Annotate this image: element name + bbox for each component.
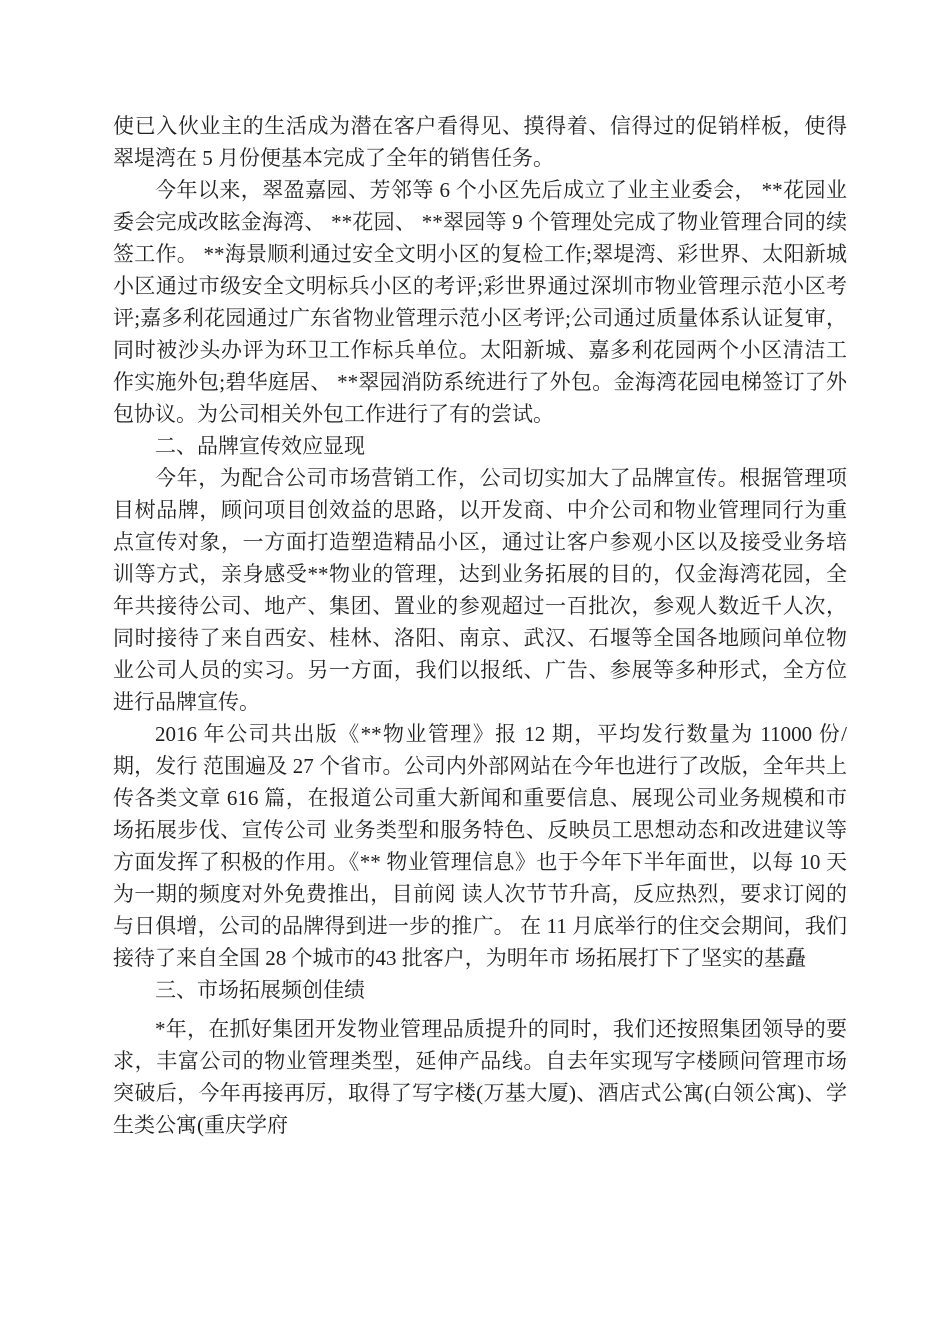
paragraph-brand-marketing: 今年，为配合公司市场营销工作，公司切实加大了品牌宣传。根据管理项目树品牌，顾问项目创效益的思路，以开发商、中介公司和物业管理同行为重点宣传对象，一方面打造塑造精品小区，通过让客户参观小区以及接受业务培训等方式，亲身感受**物业的管理，达到业务拓展的目的，仅金海湾花园，全年共接待公司、地产、集团、置业的参观超过一百批次，参观人数近千人次，同时接待了来自西安、桂林、洛阳、南京、武汉、石堰等全国各地顾问单位物业公司人员的实习。另一方面，我们以报纸、广告、参展等多种形式，全方位进行品牌宣传。 bbox=[113, 466, 847, 714]
paragraph-owner-committees: 今年以来，翠盈嘉园、芳邻等 6 个小区先后成立了业主业委会， **花园业委会完成改眩金海湾、 **花园、 **翠园等 9 个管理处完成了物业管理合同的续签工作。 **海景顺利通过安全文明小区的复检工作;翠堤湾、彩世界、太阳新城小区通过市级安全文明标兵小区的考评;彩世界通过深圳市物业管理示范小区考评;嘉多利花园通过广东省物业管理示范小区考评;公司通过质量体系认证复审，同时被沙头办评为环卫工作标兵单位。太阳新城、嘉多利花园两个小区清洁工作实施外包;碧华庭居、 **翠园消防系统进行了外包。金海湾花园电梯签订了外包协议。为公司相关外包工作进行了有的尝试。 bbox=[113, 178, 847, 426]
section-heading-brand-promotion: 二、品牌宣传效应显现 bbox=[155, 434, 365, 458]
document-text-block bbox=[113, 110, 847, 1141]
paragraph-sales-sample: 使已入伙业主的生活成为潜在客户看得见、摸得着、信得过的促销样板，使得翠堤湾在 5 月份便基本完成了全年的销售任务。 bbox=[113, 114, 847, 170]
paragraph-publications: 2016 年公司共出版《**物业管理》报 12 期，平均发行数量为 11000 份/期，发行 范围遍及 27 个省市。公司内外部网站在今年也进行了改版，全年共上传各类文章 616 篇，在报道公司重大新闻和重要信息、展现公司业务规模和市场拓展步伐、宣传公司 业务类型和服务特色、反映员工思想动态和改进建议等方面发挥了积极的作用。《** 物业管理信息》也于今年下半年面世，以每 10 天为一期的频度对外免费推出，目前阅 读人次节节升高，反应热烈，要求订阅的与日俱增，公司的品牌得到进一步的推广。 在 11 月底举行的住交会期间，我们接待了来自全国 28 个城市的43 批客户，为明年市 场拓展打下了坚实的基矗 bbox=[113, 722, 847, 970]
section-heading-market-expansion: 三、市场拓展频创佳绩 bbox=[155, 978, 365, 1002]
paragraph-product-line: *年，在抓好集团开发物业管理品质提升的同时，我们还按照集团领导的要求，丰富公司的物业管理类型，延伸产品线。自去年实现写字楼顾问管理市场突破后，今年再接再厉，取得了写字楼(万基大厦)、酒店式公寓(白领公寓)、学生类公寓(重庆学府 bbox=[113, 1017, 847, 1137]
